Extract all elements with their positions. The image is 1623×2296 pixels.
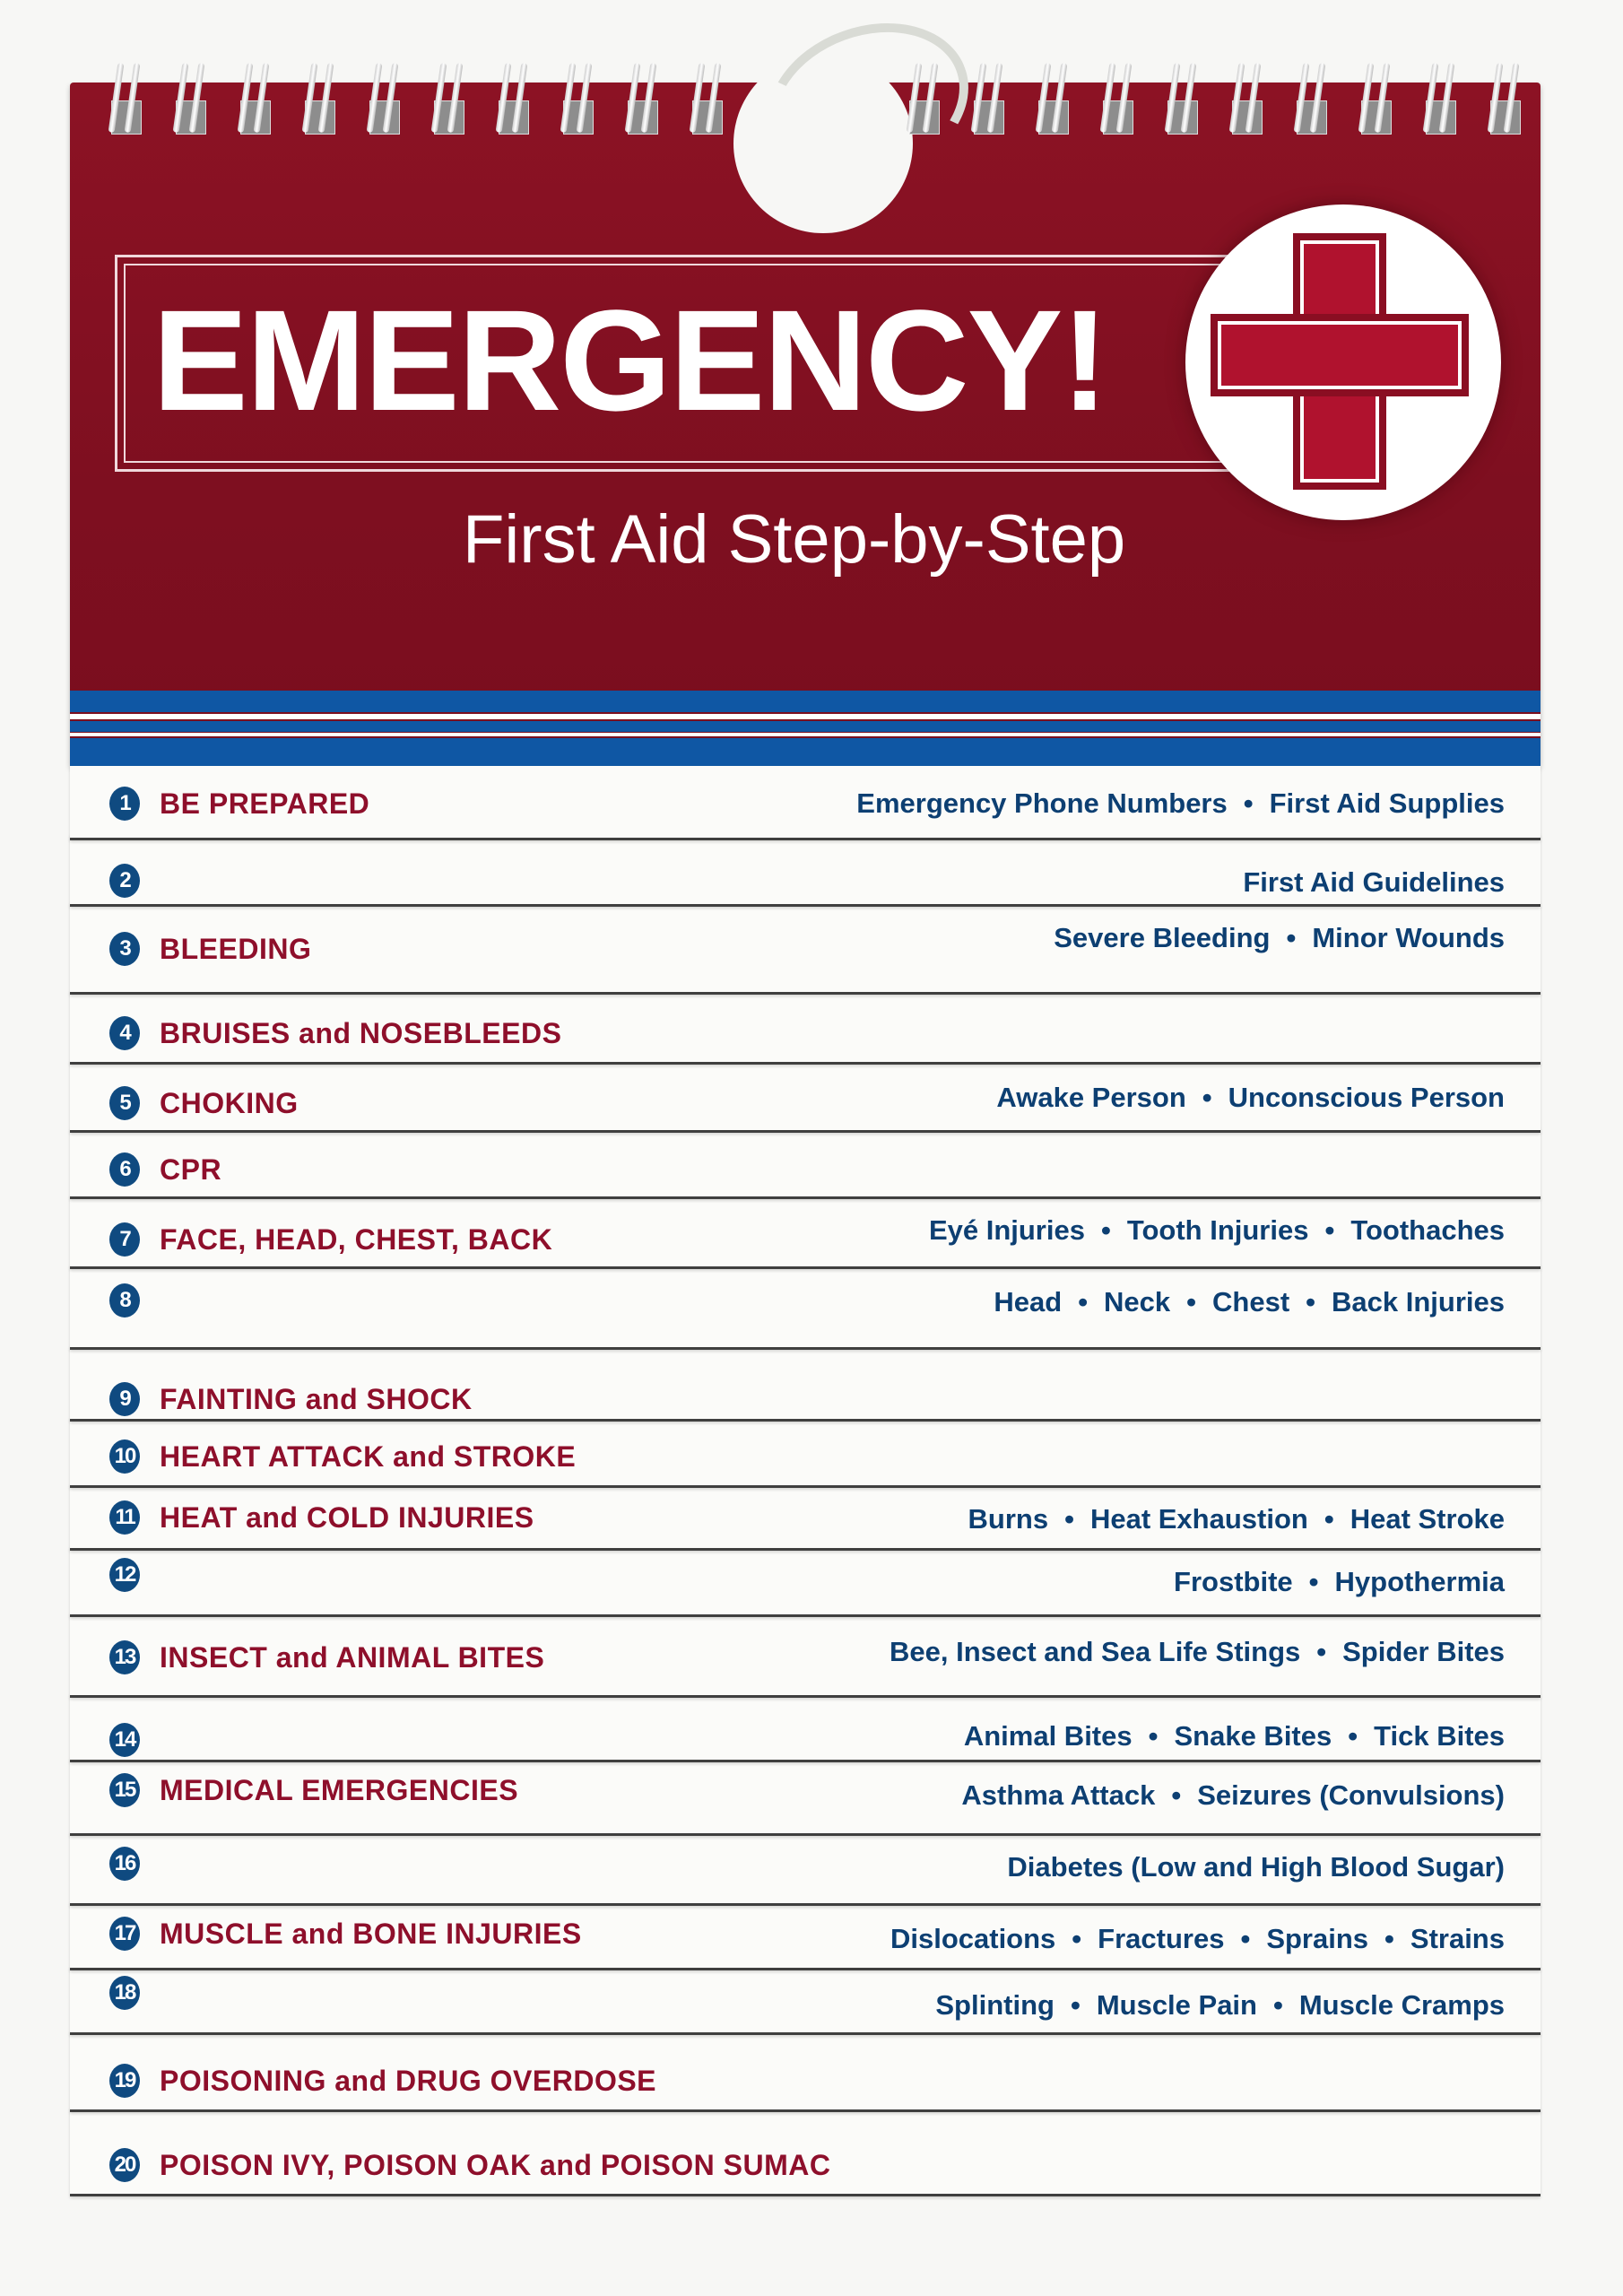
section-heading: FACE, HEAD, CHEST, BACK (160, 1223, 553, 1256)
topic-link[interactable]: Diabetes (Low and High Blood Sugar) (1007, 1851, 1505, 1883)
section-number-badge: 16 (109, 1847, 140, 1881)
section-topics (929, 1214, 1505, 1247)
topic-link[interactable]: Minor Wounds (1312, 922, 1505, 953)
tab-section-8[interactable] (70, 1265, 1541, 1350)
topic-link[interactable]: Back Injuries (1332, 1286, 1505, 1318)
blue-stripe (70, 691, 1541, 712)
section-heading: INSECT and ANIMAL BITES (160, 1641, 545, 1674)
topic-link[interactable]: Chest (1212, 1286, 1290, 1318)
section-topics (1007, 1851, 1505, 1883)
section-number-badge: 9 (109, 1382, 140, 1416)
red-cross-icon (1185, 204, 1501, 520)
tab-section-7[interactable] (70, 1195, 1541, 1269)
section-heading: CHOKING (160, 1087, 299, 1119)
section-topics (1243, 866, 1505, 899)
tab-section-18[interactable] (70, 1966, 1541, 2035)
topic-link[interactable]: Emergency Phone Numbers (856, 787, 1228, 819)
section-heading: FAINTING and SHOCK (160, 1383, 473, 1415)
topic-link[interactable]: Hypothermia (1334, 1566, 1505, 1597)
section-number-badge: 1 (109, 787, 140, 821)
bullet-separator: • (1273, 1989, 1283, 2021)
topic-link[interactable]: Dislocations (890, 1923, 1056, 1954)
cover-title: EMERGENCY! (152, 280, 1107, 440)
tab-section-13[interactable] (70, 1613, 1541, 1698)
tab-section-12[interactable] (70, 1546, 1541, 1617)
section-number-badge: 6 (109, 1152, 140, 1187)
bullet-separator: • (1240, 1923, 1251, 1954)
tab-section-14[interactable] (70, 1693, 1541, 1762)
section-number-badge: 19 (109, 2064, 140, 2098)
topic-link[interactable]: Eyé Injuries (928, 1214, 1085, 1246)
tab-section-10[interactable] (70, 1417, 1541, 1488)
section-number-badge: 11 (109, 1500, 140, 1535)
tab-section-3[interactable] (70, 902, 1541, 995)
section-topics (890, 1923, 1505, 1955)
topic-link[interactable]: Spider Bites (1342, 1636, 1505, 1667)
bullet-separator: • (1308, 1566, 1319, 1597)
tab-section-16[interactable] (70, 1831, 1541, 1906)
section-heading: POISONING and DRUG OVERDOSE (160, 2065, 657, 2097)
topic-link[interactable]: Frostbite (1174, 1566, 1293, 1597)
bullet-separator: • (1324, 1214, 1335, 1246)
section-topics (996, 1082, 1505, 1114)
topic-link[interactable]: Awake Person (996, 1082, 1186, 1113)
topic-link[interactable]: Muscle Cramps (1298, 1989, 1505, 2021)
section-number-badge: 18 (109, 1976, 140, 2010)
cover-subtitle: First Aid Step-by-Step (463, 501, 1126, 578)
blue-stripe (70, 721, 1541, 732)
topic-link[interactable]: Severe Bleeding (1054, 922, 1271, 953)
section-number-badge: 2 (109, 864, 140, 898)
topic-link[interactable]: Splinting (935, 1989, 1055, 2021)
topic-link[interactable]: Head (994, 1286, 1063, 1318)
bullet-separator: • (1100, 1214, 1111, 1246)
topic-link[interactable]: Seizures (Convulsions) (1197, 1779, 1505, 1811)
topic-link[interactable]: Sprains (1266, 1923, 1369, 1954)
topic-link[interactable]: Heat Stroke (1350, 1503, 1505, 1535)
flip-book (70, 0, 1541, 2260)
tab-section-15[interactable] (70, 1758, 1541, 1836)
topic-link[interactable]: Asthma Attack (961, 1779, 1156, 1811)
topic-link[interactable]: Burns (968, 1503, 1049, 1535)
topic-link[interactable]: Muscle Pain (1096, 1989, 1257, 2021)
section-number-badge: 8 (109, 1283, 140, 1318)
bullet-separator: • (1070, 1989, 1081, 2021)
bullet-separator: • (1072, 1923, 1082, 1954)
section-topics (935, 1989, 1505, 2022)
section-topics (968, 1503, 1505, 1535)
topic-link[interactable]: First Aid Supplies (1269, 787, 1505, 819)
section-topics (1174, 1566, 1505, 1598)
bullet-separator: • (1306, 1286, 1316, 1318)
section-number-badge: 15 (109, 1773, 140, 1807)
bullet-separator: • (1243, 787, 1254, 819)
section-topics (856, 787, 1505, 820)
section-number-badge: 20 (109, 2148, 140, 2182)
topic-link[interactable]: Tick Bites (1374, 1720, 1505, 1752)
section-number-badge: 5 (109, 1086, 140, 1120)
bullet-separator: • (1316, 1636, 1327, 1667)
spiral-binding-left (97, 63, 742, 135)
section-number-badge: 7 (109, 1222, 140, 1257)
topic-link[interactable]: Snake Bites (1174, 1720, 1332, 1752)
bullet-separator: • (1324, 1503, 1334, 1535)
tab-section-9[interactable] (70, 1345, 1541, 1422)
section-heading: HEART ATTACK and STROKE (160, 1440, 577, 1473)
tab-section-11[interactable] (70, 1483, 1541, 1551)
section-number-badge: 10 (109, 1439, 140, 1474)
topic-link[interactable]: Heat Exhaustion (1089, 1503, 1308, 1535)
tab-section-2[interactable] (70, 834, 1541, 907)
bullet-separator: • (1286, 922, 1297, 953)
topic-link[interactable]: Animal Bites (963, 1720, 1133, 1752)
section-heading: MEDICAL EMERGENCIES (160, 1774, 519, 1806)
section-heading: HEAT and COLD INJURIES (160, 1501, 534, 1534)
bullet-separator: • (1064, 1503, 1074, 1535)
section-topics (961, 1779, 1505, 1812)
tab-section-19[interactable] (70, 2031, 1541, 2112)
section-topics (1054, 922, 1505, 954)
tab-section-17[interactable] (70, 1901, 1541, 1970)
spiral-binding-right (895, 63, 1541, 135)
section-heading: BLEEDING (160, 933, 312, 965)
section-topics (890, 1636, 1505, 1668)
section-heading: BRUISES and NOSEBLEEDS (160, 1017, 562, 1049)
tab-section-5[interactable] (70, 1060, 1541, 1133)
section-heading: BE PREPARED (160, 787, 370, 820)
section-number-badge: 17 (109, 1917, 140, 1951)
topic-link[interactable]: Tooth Injuries (1126, 1214, 1309, 1246)
bullet-separator: • (1078, 1286, 1089, 1318)
section-topics (964, 1720, 1505, 1752)
section-number-badge: 4 (109, 1016, 140, 1050)
tab-section-6[interactable] (70, 1128, 1541, 1199)
topic-link[interactable]: Strains (1410, 1923, 1505, 1954)
topic-link[interactable]: Toothaches (1350, 1214, 1505, 1246)
section-number-badge: 3 (109, 932, 140, 966)
bullet-separator: • (1171, 1779, 1182, 1811)
section-number-badge: 14 (109, 1723, 140, 1757)
section-heading: POISON IVY, POISON OAK and POISON SUMAC (160, 2149, 831, 2181)
section-topics (994, 1286, 1505, 1318)
topic-link[interactable]: Bee, Insect and Sea Life Stings (890, 1636, 1301, 1667)
bullet-separator: • (1384, 1923, 1394, 1954)
topic-link[interactable]: Fractures (1098, 1923, 1225, 1954)
bullet-separator: • (1348, 1720, 1358, 1752)
bullet-separator: • (1202, 1082, 1212, 1113)
tab-section-4[interactable] (70, 990, 1541, 1065)
section-heading: CPR (160, 1153, 222, 1186)
topic-link[interactable]: First Aid Guidelines (1243, 866, 1505, 898)
section-number-badge: 12 (109, 1558, 140, 1592)
bullet-separator: • (1148, 1720, 1159, 1752)
section-number-badge: 13 (109, 1640, 140, 1674)
tab-section-1[interactable] (70, 766, 1541, 840)
tab-section-20[interactable] (70, 2108, 1541, 2196)
bullet-separator: • (1186, 1286, 1197, 1318)
topic-link[interactable]: Unconscious Person (1228, 1082, 1505, 1113)
topic-link[interactable]: Neck (1104, 1286, 1171, 1318)
section-heading: MUSCLE and BONE INJURIES (160, 1918, 582, 1950)
